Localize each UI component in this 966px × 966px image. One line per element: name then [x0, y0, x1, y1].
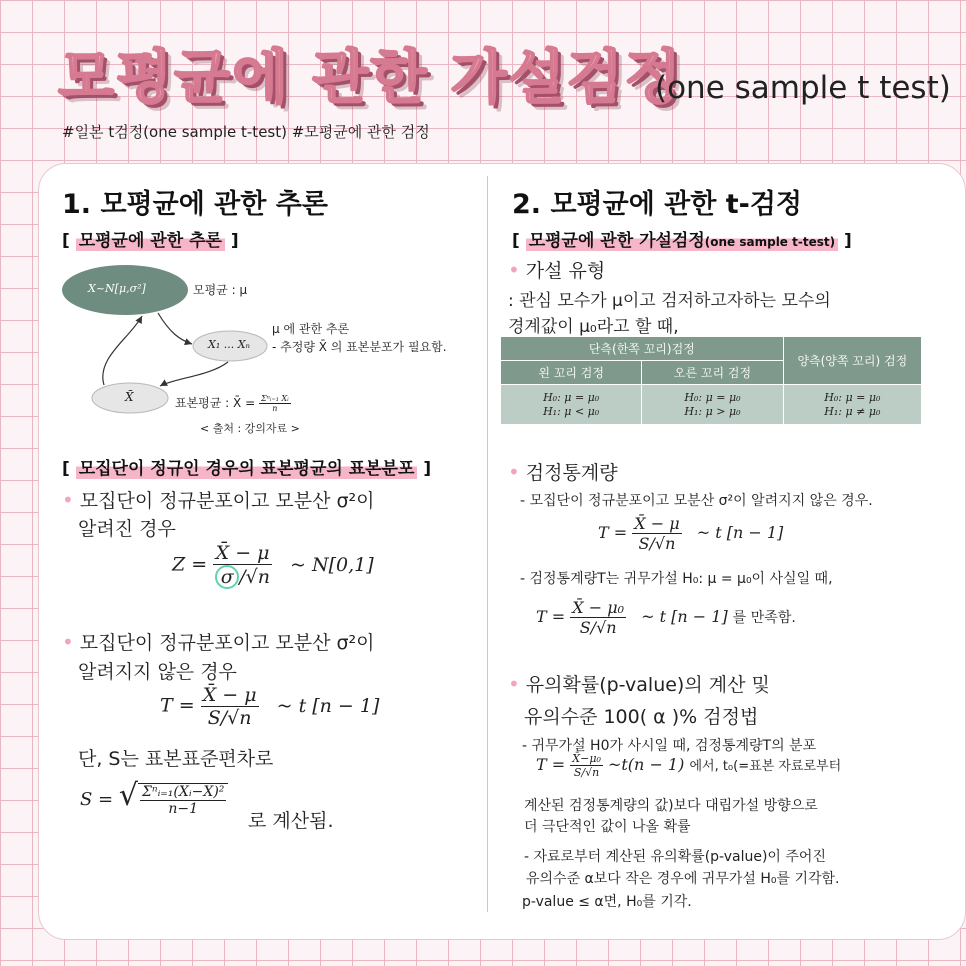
pval-desc2: 계산된 검정통계량의 값)보다 대립가설 방향으로 [524, 798, 818, 814]
s-tail: 로 계산됨. [248, 810, 334, 832]
stat-formula2-numerator: X̄ − μ₀ [572, 598, 625, 617]
bullet-dot: • [508, 460, 520, 484]
cell-right-tail [642, 385, 783, 425]
pval-desc3: 더 극단적인 값이 나올 확률 [524, 819, 691, 835]
formula-s-numerator: Σⁿᵢ₌₁(Xᵢ−X̄)² [142, 784, 225, 800]
s-note: 단, S는 표본표준편차로 [78, 748, 274, 770]
left-subheading-inference-text: 모평균에 관한 추론 [76, 231, 225, 251]
right-h1: H₁: μ > μ₀ [684, 404, 741, 418]
pval-formula-lhs: T = [536, 755, 566, 774]
stat-formula1-numerator: X̄ − μ [634, 514, 680, 533]
pval-formula-numerator: X̄−μ₀ [572, 752, 601, 765]
pval-formula [536, 752, 841, 779]
cell-two-tail [783, 385, 921, 425]
left-subheading-sampling: [ 모집단이 정규인 경우의 표본평균의 표본분포 ] [62, 459, 432, 479]
stat-desc2: - 검정통계량T는 귀무가설 H₀: μ = μ₀이 사실일 때, [520, 571, 833, 587]
left-subheading-sampling-text: 모집단이 정규인 경우의 표본평균의 표본분포 [76, 459, 418, 479]
two-h0: H₀: μ = μ₀ [824, 390, 881, 404]
pval-formula-rhs: ~t(n − 1) [607, 755, 685, 774]
hyp-desc2: 경계값이 μ₀라고 할 때, [508, 317, 679, 337]
bullet-dot: • [508, 258, 520, 282]
inference-title: μ 에 관한 추론 [272, 322, 350, 336]
sample-mean-denominator: n [272, 404, 278, 413]
cell-left-tail [501, 385, 642, 425]
stat-formula2-rhs: ~ t [n − 1] [641, 607, 728, 626]
column-divider [487, 176, 488, 912]
bullet-dot: • [62, 630, 74, 654]
right-subheading-small: (one sample t-test) [704, 235, 836, 249]
formula-z-rhs: ~ N[0,1] [290, 553, 374, 576]
formula-z-fraction [213, 542, 272, 589]
page-title-english: (one sample t test) [655, 70, 951, 106]
pval-title1-text: 유의확률(p-value)의 계산 및 [525, 674, 770, 696]
left-h1: H₁: μ < μ₀ [543, 404, 600, 418]
formula-t-rhs: ~ t [n − 1] [276, 694, 380, 717]
formula-s-fraction [138, 783, 228, 817]
sample-mean-fraction [259, 394, 291, 413]
sample-mean-label-text: 표본평균 : X̄ = [175, 396, 256, 410]
th-right-tail: 오른 꼬리 검정 [642, 361, 783, 385]
formula-t-lhs: T = [160, 694, 195, 717]
xbar-label: X̄ [125, 390, 134, 404]
th-twosided: 양측(양쪽 꼬리) 검정 [783, 337, 921, 385]
bullet-dot: • [508, 672, 520, 696]
formula-t-left [160, 684, 379, 729]
stat-formula2 [536, 598, 796, 637]
right-heading: 2. 모평균에 관한 t-검정 [512, 189, 803, 220]
two-h1: H₁: μ ≠ μ₀ [824, 404, 881, 418]
case1-line1 [62, 486, 375, 513]
stat-title [508, 458, 618, 485]
arrow-population-sample [158, 313, 192, 344]
page-title: 모평균에 관한 가설검정 [58, 43, 683, 111]
hypothesis-table [500, 336, 922, 425]
formula-s-lhs: S = [80, 789, 114, 810]
arrow-xbar-population [103, 316, 142, 385]
formula-z-numerator: X̄ − μ [213, 542, 272, 565]
case2-line2: 알려지지 않은 경우 [78, 661, 237, 683]
formula-s-denominator: n−1 [168, 801, 199, 817]
sample-label: X₁ ... Xₙ [208, 338, 251, 351]
right-subheading-main: 모평균에 관한 가설검정 [528, 231, 705, 251]
case1-line1-text: 모집단이 정규분포이고 모분산 σ²이 [79, 490, 375, 512]
hyp-type-text: 가설 유형 [525, 260, 606, 282]
arrow-sample-xbar [160, 362, 228, 386]
pval-desc5: 유의수준 α보다 작은 경우에 귀무가설 H₀를 기각함. [526, 871, 840, 887]
stat-formula2-tail: 를 만족함. [732, 610, 796, 626]
sample-mean-label [175, 394, 291, 413]
sqrt-sign: √ [118, 778, 138, 813]
stat-formula1-fraction [632, 514, 681, 553]
stat-formula2-denominator: S/√n [579, 618, 617, 637]
pval-desc1: - 귀무가설 H0가 사시일 때, 검정통계량T의 분포 [522, 738, 817, 754]
stat-formula1-lhs: T = [598, 523, 628, 542]
diagram-source: < 출처 : 강의자료 > [200, 422, 300, 435]
pval-formula-tail: 에서, t₀(=표본 자료로부터 [689, 759, 842, 774]
case1-line2: 알려진 경우 [78, 518, 176, 540]
stat-formula2-lhs: T = [536, 607, 566, 626]
case2-line1-text: 모집단이 정규분포이고 모분산 σ²이 [79, 632, 375, 654]
population-label: X~N[μ,σ²] [88, 282, 146, 295]
formula-z-lhs: Z = [172, 553, 208, 576]
formula-t-numerator: X̄ − μ [202, 684, 257, 706]
pval-title1 [508, 670, 770, 697]
stat-formula1-rhs: ~ t [n − 1] [696, 523, 784, 542]
bullet-dot: • [62, 488, 74, 512]
pval-desc4: - 자료로부터 계산된 유의확률(p-value)이 주어진 [524, 849, 826, 865]
th-onesided: 단측(한쪽 꼬리)검정 [501, 337, 784, 361]
formula-z-denominator [213, 565, 272, 589]
right-subheading: [ 모평균에 관한 가설검정(one sample t-test) ] [512, 231, 852, 251]
formula-s [80, 778, 228, 817]
pval-title2: 유의수준 100( α )% 검정법 [524, 706, 759, 728]
right-h0: H₀: μ = μ₀ [684, 390, 741, 404]
sample-mean-numerator: Σⁿᵢ₌₁ Xᵢ [260, 394, 289, 403]
sigma-circled: σ [215, 565, 239, 589]
population-mean-label: 모평균 : μ [193, 283, 248, 297]
hyp-type [508, 256, 605, 283]
formula-z-den-rest: /√n [239, 566, 270, 588]
formula-z [172, 542, 374, 589]
stat-formula1-denominator: S/√n [638, 534, 676, 553]
stat-title-text: 검정통계량 [525, 462, 618, 484]
inference-desc: - 추정량 X̄ 의 표본분포가 필요함. [272, 340, 447, 354]
hashtags: #일본 t검정(one sample t-test) #모평균에 관한 검정 [62, 123, 430, 141]
formula-t-fraction [201, 684, 259, 729]
stat-formula1 [598, 514, 783, 553]
left-subheading-inference: [ 모평균에 관한 추론 ] [62, 231, 239, 251]
pval-desc6: p-value ≤ α면, H₀를 기각. [522, 894, 692, 910]
case2-line1 [62, 628, 375, 655]
right-subheading-text [526, 231, 838, 251]
pval-formula-fraction [570, 752, 603, 779]
left-heading: 1. 모평균에 관한 추론 [62, 189, 328, 220]
stat-desc1: - 모집단이 정규분포이고 모분산 σ²이 알려지지 않은 경우. [520, 493, 873, 509]
stat-formula2-fraction [570, 598, 626, 637]
hyp-desc1: : 관심 모수가 μ이고 검저하고자하는 모수의 [508, 291, 831, 311]
formula-t-denominator: S/√n [207, 707, 252, 729]
left-h0: H₀: μ = μ₀ [543, 390, 600, 404]
th-left-tail: 왼 꼬리 검정 [501, 361, 642, 385]
pval-formula-denominator: S/√n [573, 766, 600, 779]
